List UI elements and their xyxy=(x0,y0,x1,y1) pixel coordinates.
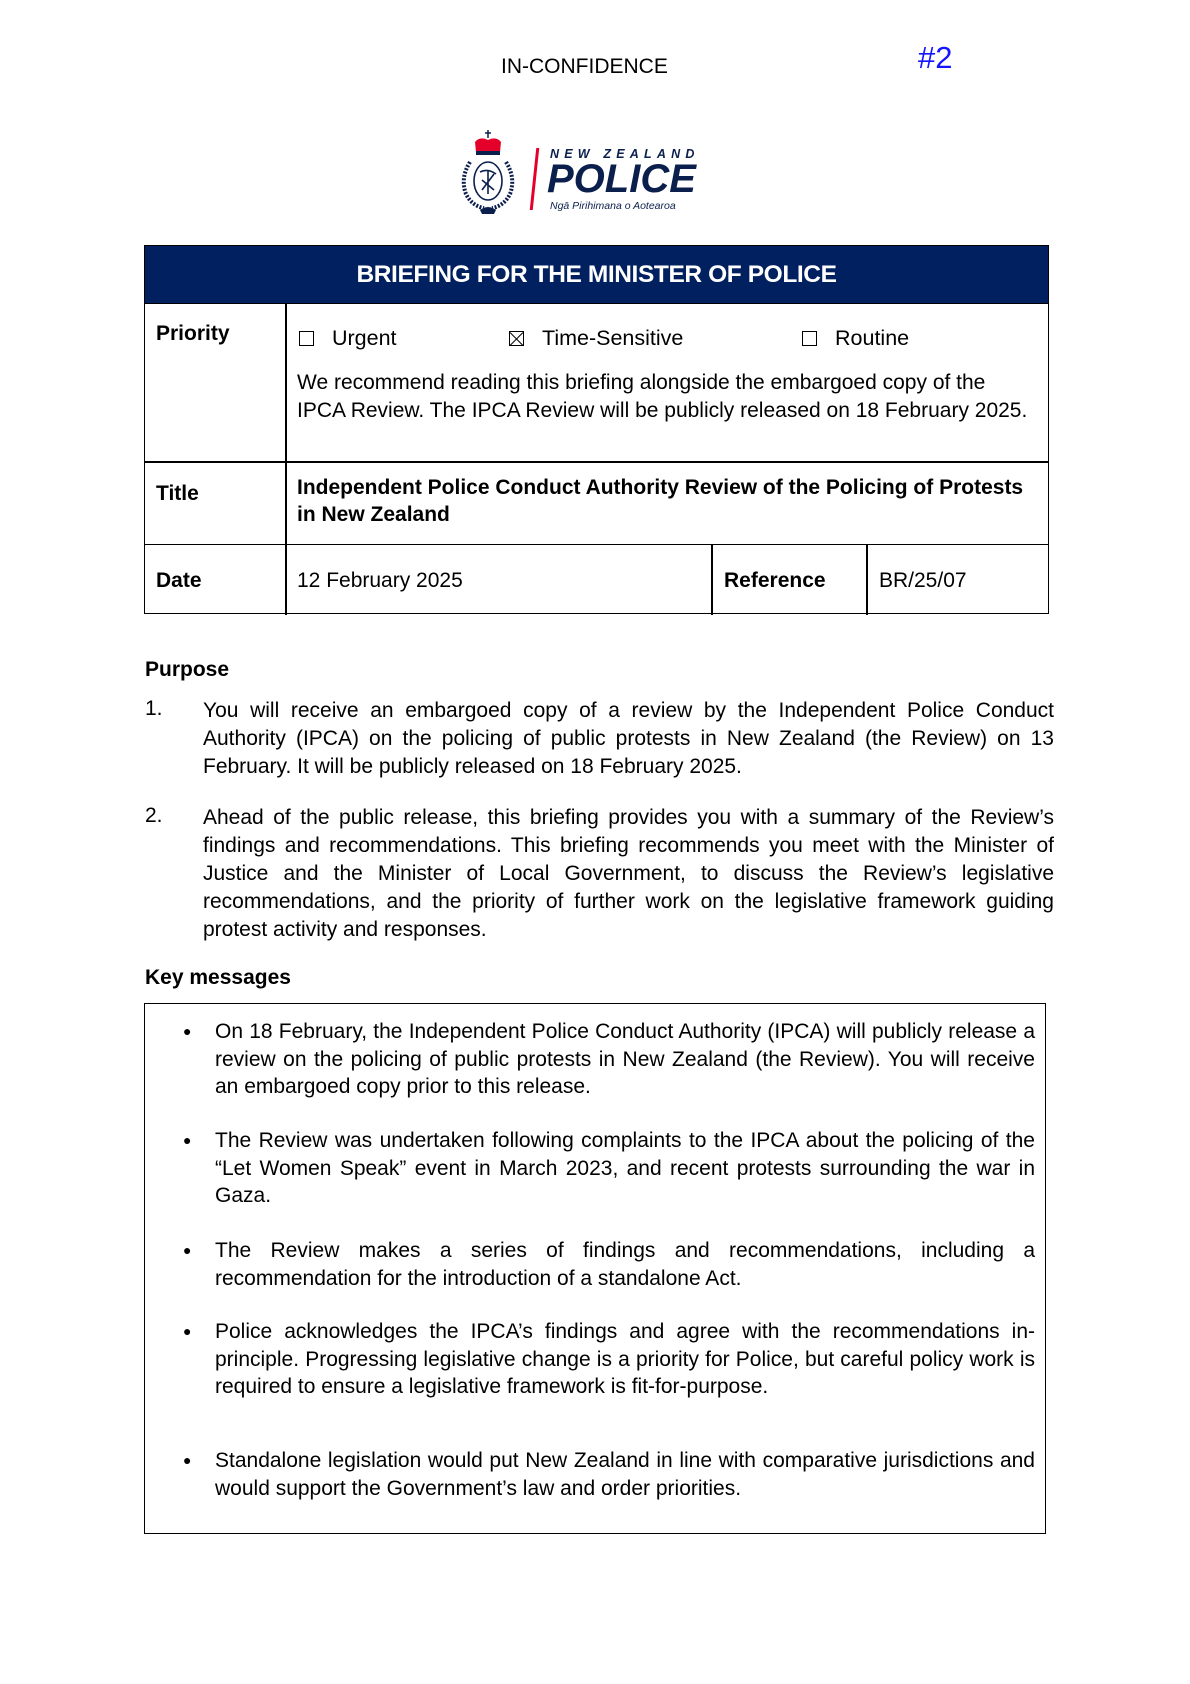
checkbox-checked-icon[interactable] xyxy=(509,331,524,346)
bullet-icon: ● xyxy=(183,1132,192,1148)
column-divider xyxy=(711,544,713,615)
row-divider xyxy=(145,461,1048,463)
column-divider xyxy=(866,544,868,615)
reference-value: BR/25/07 xyxy=(879,569,967,592)
bullet-icon: ● xyxy=(183,1023,192,1039)
reference-label: Reference xyxy=(724,569,826,592)
title-label: Title xyxy=(156,482,199,505)
key-message-item: Standalone legislation would put New Zealand in line with comparative jurisdictions and would support the Government’s law and order priorities. xyxy=(215,1449,1035,1500)
briefing-heading: BRIEFING FOR THE MINISTER OF POLICE xyxy=(145,246,1048,303)
nz-police-logo xyxy=(458,128,708,216)
police-crest-icon xyxy=(458,128,518,216)
logo-divider xyxy=(530,148,540,210)
bullet-icon: ● xyxy=(183,1323,192,1339)
priority-option-urgent[interactable]: Urgent xyxy=(299,326,397,351)
document-number: #2 xyxy=(918,40,953,75)
priority-label: Priority xyxy=(156,322,230,345)
checkbox-unchecked-icon[interactable] xyxy=(299,331,314,346)
purpose-item-text: You will receive an embargoed copy of a review by the Independent Police Conduct Authority (IPCA) on the policing of public protests in New Zealand (the Review) on 13 February. It will be publicly released on 18 February 2025. xyxy=(203,699,1054,778)
checkbox-unchecked-icon[interactable] xyxy=(802,331,817,346)
priority-option-routine[interactable]: Routine xyxy=(802,326,909,351)
purpose-item-number: 1. xyxy=(145,697,163,720)
logo-maori-name: Ngā Pirihimana o Aotearoa xyxy=(550,200,676,212)
briefing-table xyxy=(144,245,1049,614)
logo-wordmark: POLICE xyxy=(547,157,696,201)
row-divider xyxy=(145,303,1048,304)
bullet-icon: ● xyxy=(183,1242,192,1258)
key-message-item: On 18 February, the Independent Police Conduct Authority (IPCA) will publicly release a review on the policing of public protests in New Zealand (the Review). You will receive an embargoed copy prior to this release. xyxy=(215,1020,1035,1098)
column-divider xyxy=(285,303,287,615)
logo-country: NEW ZEALAND xyxy=(550,147,700,161)
key-message-item: Police acknowledges the IPCA’s findings and agree with the recommendations in-principle. Progressing legislative change is a priority for Police, but careful policy work is required to ensure a legislative framework is fit-for-purpose. xyxy=(215,1320,1035,1398)
row-divider xyxy=(145,544,1048,545)
title-value: Independent Police Conduct Authority Review of the Policing of Protests in New Zealand xyxy=(297,476,1024,526)
date-value: 12 February 2025 xyxy=(297,569,463,592)
date-label: Date xyxy=(156,569,202,592)
purpose-item-number: 2. xyxy=(145,804,163,827)
key-message-item: The Review was undertaken following complaints to the IPCA about the policing of the “Let Women Speak” event in March 2023, and recent protests surrounding the war in Gaza. xyxy=(215,1129,1035,1207)
key-messages-box xyxy=(144,1003,1046,1534)
bullet-icon: ● xyxy=(183,1452,192,1468)
key-messages-heading: Key messages xyxy=(145,966,291,989)
key-message-item: The Review makes a series of findings and recommendations, including a recommendation for the introduction of a standalone Act. xyxy=(215,1239,1035,1290)
purpose-heading: Purpose xyxy=(145,658,230,681)
priority-note: We recommend reading this briefing alongside the embargoed copy of the IPCA Review. The IPCA Review will be publicly released on 18 February 2025. xyxy=(297,371,1028,422)
purpose-item-text: Ahead of the public release, this briefing provides you with a summary of the Review’s findings and recommendations. This briefing recommends you meet with the Minister of Justice and the Minister of Local Government, to discuss the Review’s legislative recommendations, and the priority of further work on the legislative framework guiding protest activity and responses. xyxy=(203,806,1054,941)
classification-label: IN-CONFIDENCE xyxy=(501,55,668,78)
priority-option-time-sensitive[interactable]: Time-Sensitive xyxy=(509,326,683,351)
